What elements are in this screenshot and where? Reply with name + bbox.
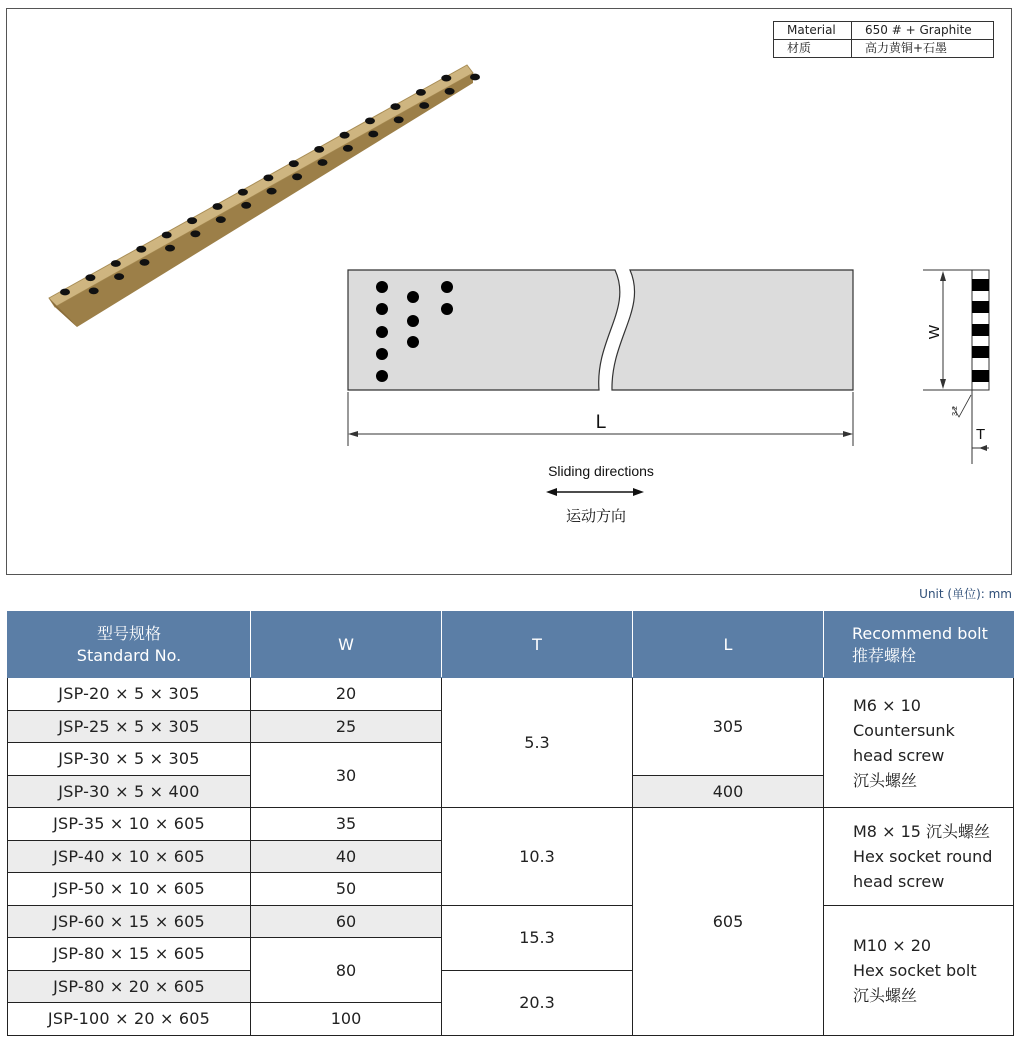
material-key-cn: 材质 bbox=[774, 40, 852, 58]
sliding-direction bbox=[546, 463, 654, 525]
l-cell: 605 bbox=[633, 808, 824, 1036]
graphite-plug bbox=[394, 116, 404, 123]
t-cell: 5.3 bbox=[442, 678, 633, 808]
graphite-plug bbox=[238, 189, 248, 196]
graphite-plug bbox=[318, 159, 328, 166]
table-row bbox=[8, 905, 1014, 938]
header-l: L bbox=[633, 612, 824, 678]
sliding-label-en: Sliding directions bbox=[548, 463, 654, 479]
w-cell: 40 bbox=[251, 840, 442, 873]
bolt-cell bbox=[824, 808, 1014, 906]
bolt-line: M10 × 20 bbox=[853, 935, 932, 955]
w-cell: 80 bbox=[251, 938, 442, 1003]
material-value: 650 # + Graphite bbox=[852, 22, 994, 40]
graphite-plug bbox=[114, 273, 124, 280]
table-row bbox=[8, 678, 1014, 711]
header-bolt-en: Recommend bolt bbox=[852, 623, 988, 643]
std-cell: JSP-40 × 10 × 605 bbox=[8, 840, 251, 873]
graphite-plug bbox=[60, 289, 70, 296]
material-row bbox=[774, 40, 994, 58]
graphite-plug bbox=[368, 131, 378, 138]
spec-table bbox=[7, 611, 1014, 1036]
graphite-plug bbox=[190, 230, 200, 237]
graphite-plug bbox=[340, 132, 350, 139]
thickness-dimension-label: T bbox=[976, 426, 986, 443]
length-dimension-label: L bbox=[595, 412, 607, 433]
header-standard-cn: 型号规格 bbox=[96, 623, 161, 643]
graphite-plug bbox=[441, 75, 451, 82]
graphite-plug bbox=[365, 118, 375, 125]
graphite-plug bbox=[445, 88, 455, 95]
std-cell: JSP-30 × 5 × 305 bbox=[8, 743, 251, 776]
bolt-line: head screw bbox=[853, 745, 945, 765]
bolt-cell bbox=[824, 678, 1014, 808]
graphite-plug bbox=[216, 216, 226, 223]
graphite-plug bbox=[314, 146, 324, 153]
graphite-plug bbox=[162, 232, 172, 239]
graphite-plug bbox=[263, 175, 273, 182]
graphite-plug bbox=[140, 259, 150, 266]
graphite-plug bbox=[136, 246, 146, 253]
t-cell: 20.3 bbox=[442, 970, 633, 1035]
header-standard-en: Standard No. bbox=[76, 645, 182, 665]
graphite-plug bbox=[89, 288, 99, 295]
graphite-plug bbox=[85, 274, 95, 281]
roughness-label: 3.2 bbox=[952, 406, 959, 416]
graphite-plug bbox=[213, 203, 223, 210]
bolt-line: 沉头螺丝 bbox=[853, 770, 918, 790]
material-value-cn: 高力黄铜+石墨 bbox=[852, 40, 994, 58]
w-cell: 25 bbox=[251, 710, 442, 743]
bolt-cell bbox=[824, 905, 1014, 1035]
bolt-line: M6 × 10 bbox=[853, 695, 921, 715]
graphite-plug bbox=[241, 202, 251, 209]
header-w: W bbox=[251, 612, 442, 678]
std-cell: JSP-25 × 5 × 305 bbox=[8, 710, 251, 743]
graphite-plug bbox=[416, 89, 426, 96]
std-cell: JSP-35 × 10 × 605 bbox=[8, 808, 251, 841]
bolt-line: 沉头螺丝 bbox=[853, 985, 918, 1005]
width-dimension-label: W bbox=[926, 324, 943, 340]
graphite-plug bbox=[289, 160, 299, 167]
bolt-line: Hex socket round bbox=[853, 846, 993, 866]
graphite-plug bbox=[111, 260, 121, 267]
graphite-plug bbox=[267, 188, 277, 195]
t-cell: 15.3 bbox=[442, 905, 633, 970]
material-table bbox=[773, 21, 994, 58]
header-t: T bbox=[442, 612, 633, 678]
graphite-plug bbox=[470, 74, 480, 81]
bolt-line: head screw bbox=[853, 871, 945, 891]
w-cell: 50 bbox=[251, 873, 442, 906]
graphite-plug bbox=[343, 145, 353, 152]
w-cell: 60 bbox=[251, 905, 442, 938]
table-row bbox=[8, 808, 1014, 841]
graphite-plug bbox=[391, 103, 401, 110]
sliding-label-cn: 运动方向 bbox=[565, 508, 627, 525]
l-cell: 305 bbox=[633, 678, 824, 776]
w-cell: 100 bbox=[251, 1003, 442, 1036]
std-cell: JSP-80 × 15 × 605 bbox=[8, 938, 251, 971]
w-cell: 20 bbox=[251, 678, 442, 711]
unit-label: Unit (单位): mm bbox=[919, 587, 1012, 601]
std-cell: JSP-100 × 20 × 605 bbox=[8, 1003, 251, 1036]
t-cell: 10.3 bbox=[442, 808, 633, 906]
header-bolt bbox=[824, 612, 1014, 678]
std-cell: JSP-50 × 10 × 605 bbox=[8, 873, 251, 906]
w-cell: 35 bbox=[251, 808, 442, 841]
std-cell: JSP-20 × 5 × 305 bbox=[8, 678, 251, 711]
graphite-plug bbox=[165, 245, 175, 252]
std-cell: JSP-60 × 15 × 605 bbox=[8, 905, 251, 938]
side-view bbox=[923, 270, 989, 464]
graphite-plug bbox=[292, 173, 302, 180]
drawing-frame bbox=[6, 8, 1012, 575]
w-cell: 30 bbox=[251, 743, 442, 808]
std-cell: JSP-80 × 20 × 605 bbox=[8, 970, 251, 1003]
graphite-plug bbox=[419, 102, 429, 109]
table-header-row bbox=[8, 612, 1014, 678]
header-bolt-cn: 推荐螺栓 bbox=[852, 645, 917, 665]
bolt-line: Countersunk bbox=[853, 720, 955, 740]
technical-drawing bbox=[7, 9, 1013, 576]
material-key: Material bbox=[774, 22, 852, 40]
std-cell: JSP-30 × 5 × 400 bbox=[8, 775, 251, 808]
front-view bbox=[348, 270, 853, 446]
graphite-plug bbox=[187, 217, 197, 224]
l-cell: 400 bbox=[633, 775, 824, 808]
material-row bbox=[774, 22, 994, 40]
header-standard bbox=[8, 612, 251, 678]
bolt-line: M8 × 15 沉头螺丝 bbox=[853, 821, 991, 841]
bolt-line: Hex socket bolt bbox=[853, 960, 977, 980]
